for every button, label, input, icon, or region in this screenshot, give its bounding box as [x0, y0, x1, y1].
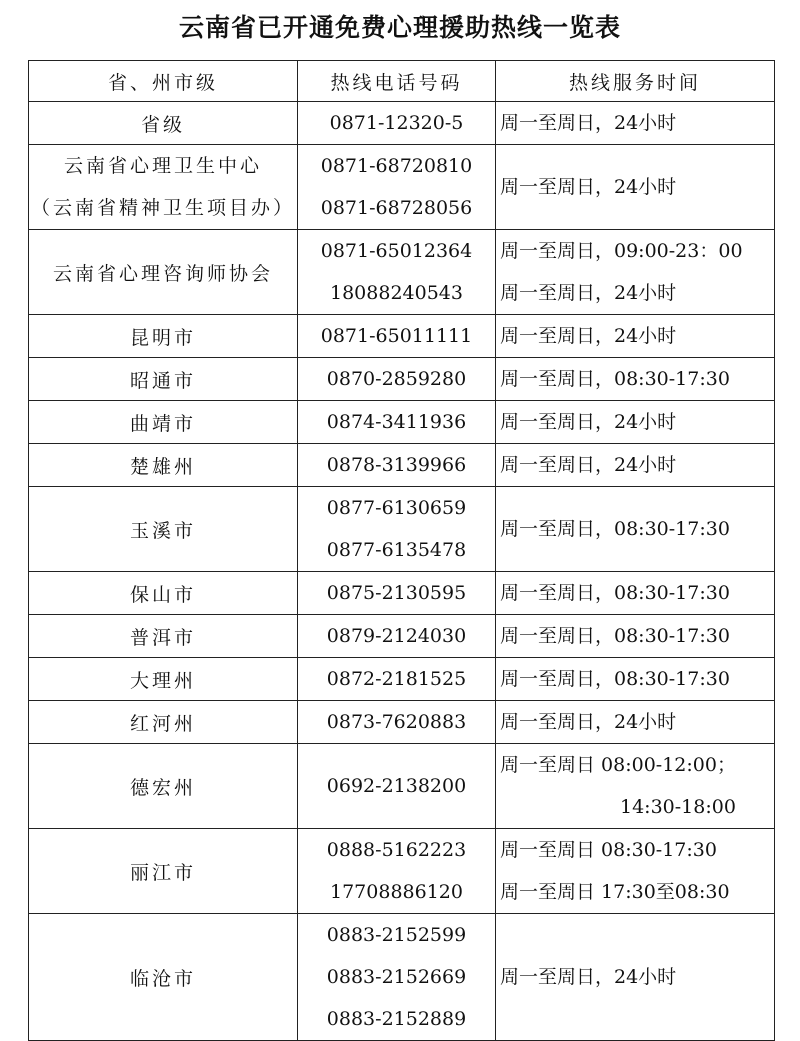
service-hours: 周一至周日 17:30至08:30 — [500, 881, 730, 903]
service-hours: 周一至周日，24小时 — [500, 411, 677, 433]
service-hours: 周一至周日，08:30-17:30 — [500, 582, 730, 604]
table-row — [29, 358, 775, 401]
region-cell — [29, 914, 298, 1041]
phone-number: 0871-68728056 — [320, 197, 473, 219]
column-header-hours: 热线服务时间 — [496, 61, 775, 102]
region-name: 昆明市 — [129, 326, 196, 349]
service-hours: 周一至周日，08:30-17:30 — [500, 518, 730, 540]
phone-number: 0871-12320-5 — [329, 112, 464, 134]
region-cell — [29, 572, 298, 615]
hours-cell — [496, 487, 775, 572]
service-hours: 周一至周日 08:00-12:00； — [500, 754, 736, 776]
region-cell — [29, 829, 298, 914]
region-name-subtitle: （云南省精神卫生项目办） — [30, 197, 295, 219]
service-hours: 周一至周日，09:00-23：00 — [500, 240, 743, 262]
region-name: 红河州 — [129, 712, 196, 735]
region-name: 曲靖市 — [129, 412, 196, 435]
service-hours: 周一至周日，24小时 — [500, 325, 677, 347]
phone-cell — [298, 615, 496, 658]
hours-cell — [496, 358, 775, 401]
service-hours: 周一至周日 08:30-17:30 — [500, 839, 717, 861]
service-hours: 周一至周日，24小时 — [500, 112, 677, 134]
phone-cell — [298, 230, 496, 315]
table-row — [29, 615, 775, 658]
phone-number: 18088240543 — [330, 282, 463, 304]
service-hours-continued: 14:30-18:00 — [620, 796, 736, 818]
table-row — [29, 401, 775, 444]
region-name: 云南省心理咨询师协会 — [52, 262, 273, 285]
phone-number: 0883-2152669 — [326, 966, 467, 988]
table-header-row — [29, 61, 775, 102]
phone-cell — [298, 444, 496, 487]
page-title: 云南省已开通免费心理援助热线一览表 — [178, 13, 621, 42]
table-row — [29, 572, 775, 615]
phone-number: 0878-3139966 — [326, 454, 467, 476]
region-name: 普洱市 — [129, 626, 196, 649]
service-hours: 周一至周日，24小时 — [500, 282, 677, 304]
phone-number: 0883-2152889 — [326, 1008, 467, 1030]
column-header-region: 省、州市级 — [29, 61, 298, 102]
region-name: 楚雄州 — [129, 455, 196, 478]
service-hours: 周一至周日，08:30-17:30 — [500, 625, 730, 647]
table-row — [29, 658, 775, 701]
phone-number: 0877-6135478 — [326, 539, 467, 561]
phone-cell — [298, 744, 496, 829]
region-cell — [29, 315, 298, 358]
phone-number: 0871-65011111 — [320, 325, 473, 347]
service-hours: 周一至周日，24小时 — [500, 454, 677, 476]
phone-number: 0692-2138200 — [326, 775, 467, 797]
table-row — [29, 102, 775, 145]
service-hours: 周一至周日，24小时 — [500, 966, 677, 988]
hours-cell — [496, 829, 775, 914]
region-cell — [29, 615, 298, 658]
phone-number: 0871-68720810 — [320, 155, 473, 177]
hours-cell — [496, 701, 775, 744]
region-name: 丽江市 — [129, 861, 196, 884]
phone-number: 0879-2124030 — [326, 625, 467, 647]
phone-number: 0888-5162223 — [326, 839, 467, 861]
hours-cell — [496, 401, 775, 444]
region-name: 保山市 — [129, 583, 196, 606]
table-row — [29, 914, 775, 1041]
region-name: 昭通市 — [129, 369, 196, 392]
phone-cell — [298, 701, 496, 744]
table-row — [29, 145, 775, 230]
hours-cell — [496, 444, 775, 487]
table-row — [29, 315, 775, 358]
phone-cell — [298, 145, 496, 230]
phone-cell — [298, 914, 496, 1041]
hours-cell — [496, 145, 775, 230]
hours-cell — [496, 744, 775, 829]
hotline-table — [28, 60, 775, 1041]
region-name: 玉溪市 — [129, 519, 196, 542]
region-name: 省级 — [140, 113, 185, 136]
service-hours: 周一至周日，24小时 — [500, 176, 677, 198]
phone-number: 0875-2130595 — [326, 582, 467, 604]
service-hours: 周一至周日，08:30-17:30 — [500, 668, 730, 690]
phone-cell — [298, 315, 496, 358]
region-name: 德宏州 — [129, 776, 196, 799]
phone-cell — [298, 487, 496, 572]
hours-cell — [496, 914, 775, 1041]
region-cell — [29, 145, 298, 230]
column-header-phone: 热线电话号码 — [298, 61, 496, 102]
phone-cell — [298, 358, 496, 401]
service-hours: 周一至周日，24小时 — [500, 711, 677, 733]
table-row — [29, 444, 775, 487]
table-row — [29, 230, 775, 315]
service-hours: 周一至周日，08:30-17:30 — [500, 368, 730, 390]
hours-cell — [496, 615, 775, 658]
phone-number: 0871-65012364 — [320, 240, 473, 262]
region-name: 临沧市 — [129, 967, 196, 990]
region-cell — [29, 744, 298, 829]
region-cell — [29, 230, 298, 315]
region-cell — [29, 658, 298, 701]
hours-cell — [496, 658, 775, 701]
phone-number: 0873-7620883 — [326, 711, 467, 733]
phone-number: 0874-3411936 — [326, 411, 467, 433]
table-row — [29, 487, 775, 572]
phone-cell — [298, 401, 496, 444]
region-name: 云南省心理卫生中心 — [63, 155, 262, 177]
hours-cell — [496, 102, 775, 145]
region-cell — [29, 701, 298, 744]
region-cell — [29, 358, 298, 401]
phone-cell — [298, 572, 496, 615]
table-row — [29, 701, 775, 744]
phone-number: 0877-6130659 — [326, 497, 467, 519]
hours-cell — [496, 315, 775, 358]
phone-number: 0872-2181525 — [326, 668, 467, 690]
phone-cell — [298, 658, 496, 701]
phone-number: 0883-2152599 — [326, 924, 467, 946]
phone-number: 0870-2859280 — [326, 368, 467, 390]
region-cell — [29, 102, 298, 145]
table-row — [29, 829, 775, 914]
phone-number: 17708886120 — [330, 881, 463, 903]
region-name: 大理州 — [129, 669, 196, 692]
hours-cell — [496, 230, 775, 315]
table-row — [29, 744, 775, 829]
region-cell — [29, 444, 298, 487]
region-cell — [29, 401, 298, 444]
phone-cell — [298, 102, 496, 145]
phone-cell — [298, 829, 496, 914]
region-cell — [29, 487, 298, 572]
hours-cell — [496, 572, 775, 615]
